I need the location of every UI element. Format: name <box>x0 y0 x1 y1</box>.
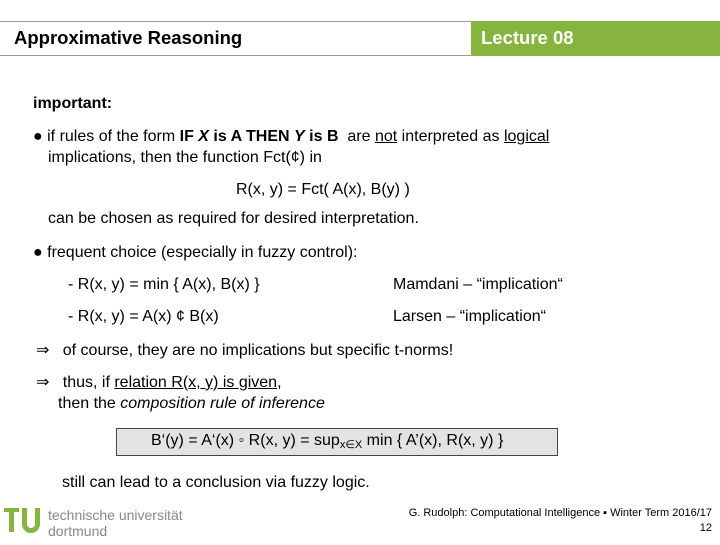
rule-is-a-then: is A THEN <box>213 128 290 145</box>
composition-formula-box <box>116 428 558 456</box>
bullet-frequent-choice <box>33 243 358 263</box>
header-lecture: Lecture 08 <box>481 27 574 48</box>
tu-logo-icon <box>0 502 200 540</box>
implies2-pre: thus, if <box>62 374 110 391</box>
bullet1-pre: if rules of the form <box>47 128 176 145</box>
composition-formula: B‘(y) = A‘(x) ◦ R(x, y) = sup$_{x\in X}$ min { A’(x), R(x, y) } <box>151 432 504 451</box>
heading-important: important: <box>33 95 113 112</box>
bullet-marker: ● <box>33 128 43 145</box>
implies2-relation: relation R(x, y) is given <box>114 374 278 391</box>
footer-credit: G. Rudolph: Computational Intelligence ▪ Winter Term 2016/17 <box>408 507 712 519</box>
bullet1-are: are <box>347 128 371 145</box>
implies-relation-line2 <box>58 394 325 414</box>
bullet-rules-line1 <box>33 127 549 147</box>
implies-relation-line1 <box>36 373 282 393</box>
line-chosen: can be chosen as required for desired interpretation. <box>48 210 419 227</box>
bullet2-text: frequent choice (especially in fuzzy control): <box>47 244 358 261</box>
formula-fct: R(x, y) = Fct( A(x), B(y) ) <box>236 181 410 198</box>
bullet1-logical: logical <box>503 128 550 145</box>
rule-y: Y <box>294 128 305 145</box>
header-title-bar <box>0 21 471 56</box>
bullet-rules-line2: implications, then the function Fct(¢) in <box>48 149 322 166</box>
choice-larsen-formula: - R(x, y) = A(x) ¢ B(x) <box>68 308 219 325</box>
choice-larsen-name: Larsen – “implication“ <box>393 308 546 325</box>
bullet1-not: not <box>374 128 398 145</box>
header-lecture-bar <box>471 21 720 56</box>
tu-dortmund-logo <box>0 502 200 540</box>
svg-text:dortmund: dortmund <box>48 523 108 539</box>
svg-text:technische universität: technische universität <box>48 507 183 523</box>
implies-tnorms <box>36 341 453 361</box>
page-number: 12 <box>699 522 712 534</box>
implies2-post: , <box>277 374 282 391</box>
rule-x: X <box>198 128 209 145</box>
bullet1-mid2: interpreted as <box>401 128 500 145</box>
choice-mamdani-formula: - R(x, y) = min { A(x), B(x) } <box>68 276 260 293</box>
choice-mamdani-name: Mamdani – “implication“ <box>393 276 563 293</box>
rule-is-b: is B <box>309 128 339 145</box>
conclusion-text: still can lead to a conclusion via fuzzy logic. <box>62 474 370 491</box>
header-title: Approximative Reasoning <box>14 27 243 48</box>
implies2-line2-pre: then the <box>58 395 116 412</box>
implies-arrow-icon: ⇒ <box>36 374 50 391</box>
implies-arrow-icon: ⇒ <box>36 342 50 359</box>
bullet-marker: ● <box>33 244 43 261</box>
implies1-text: of course, they are no implications but specific t-norms! <box>62 342 454 359</box>
rule-if: IF <box>179 128 194 145</box>
composition-rule: composition rule of inference <box>120 395 325 412</box>
